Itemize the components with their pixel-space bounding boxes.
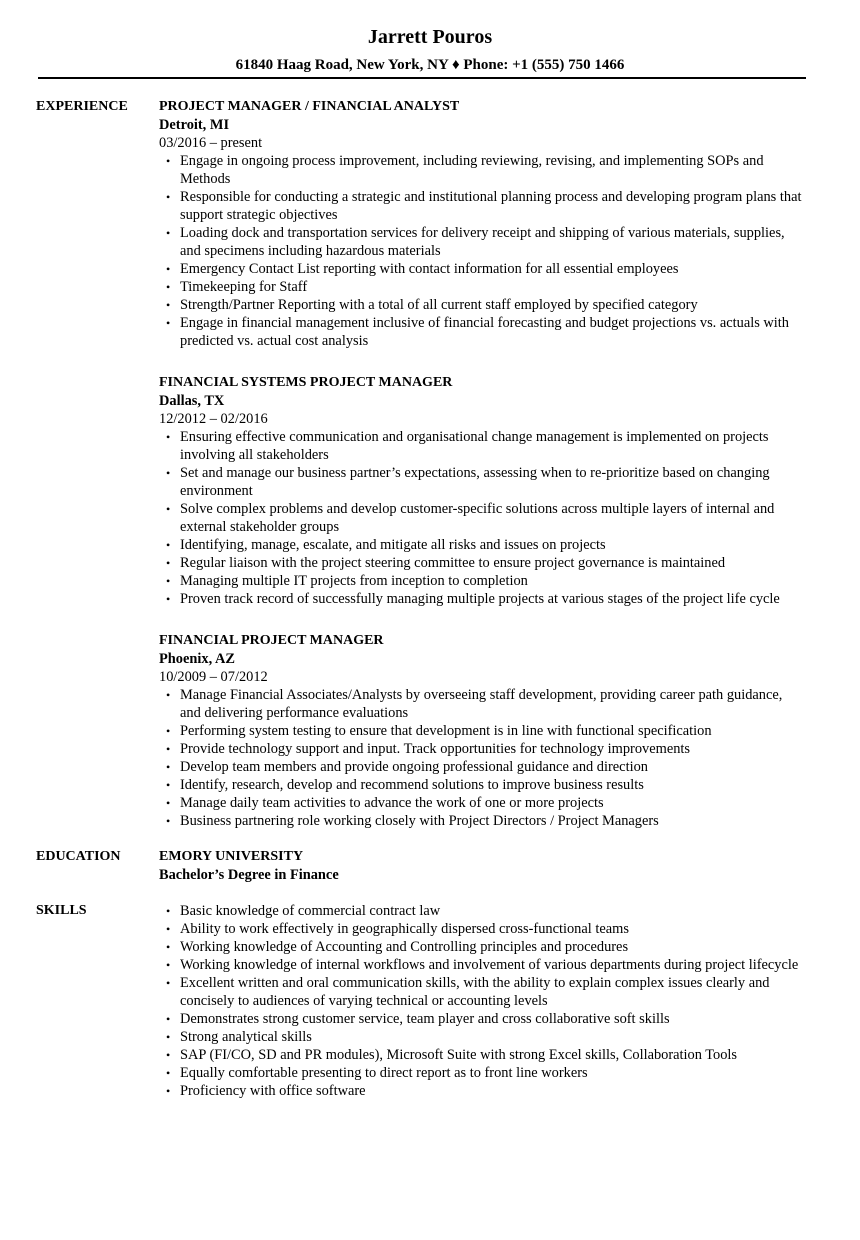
list-item: • Working knowledge of internal workflows and involvement of various departments during project lifecycle [180,956,806,974]
list-item: • Identifying, manage, escalate, and mitigate all risks and issues on projects [180,536,806,554]
job-bullets [159,428,806,608]
list-item: • Set and manage our business partner’s expectations, assessing when to re-prioritize based on changing environment [180,464,806,500]
list-item: • Provide technology support and input. Track opportunities for technology improvements [180,740,806,758]
job-entry [159,98,806,350]
list-item: • Develop team members and provide ongoing professional guidance and direction [180,758,806,776]
job-bullets [159,152,806,350]
job-title: FINANCIAL SYSTEMS PROJECT MANAGER [159,375,453,390]
job-entry [159,632,806,830]
list-item: • Strong analytical skills [180,1028,806,1046]
list-item: • Managing multiple IT projects from inception to completion [180,572,806,590]
list-item: • Performing system testing to ensure that development is in line with functional specification [180,722,806,740]
list-item: • Manage daily team activities to advance the work of one or more projects [180,794,806,812]
list-item: • Strength/Partner Reporting with a total of all current staff employed by specified category [180,296,806,314]
section-label: EXPERIENCE [36,99,128,114]
list-item: • Engage in ongoing process improvement, including reviewing, revising, and implementing SOPs and Methods [180,152,806,188]
job-dates: 10/2009 – 07/2012 [159,669,268,685]
job-bullets [159,686,806,830]
job-location: Phoenix, AZ [159,651,235,667]
section-label: SKILLS [36,903,87,918]
list-item: • Excellent written and oral communication skills, with the ability to explain complex issues clearly and concisely to audiences of varying technical or accounting levels [180,974,806,1010]
jobs-list [159,98,806,830]
header-divider [38,77,806,79]
list-item: • Proven track record of successfully managing multiple projects at various stages of the project life cycle [180,590,806,608]
list-item: • Timekeeping for Staff [180,278,806,296]
list-item: • Ability to work effectively in geographically dispersed cross-functional teams [180,920,806,938]
list-item: • Basic knowledge of commercial contract law [180,902,806,920]
list-item: • Equally comfortable presenting to direct report as to front line workers [180,1064,806,1082]
skills-list [159,902,806,1100]
contact-line: 61840 Haag Road, New York, NY ♦ Phone: +1 (555) 750 1466 [235,57,625,73]
list-item: • Engage in financial management inclusive of financial forecasting and budget projections vs. actuals with predicted vs. actual cost analysis [180,314,806,350]
list-item: • Emergency Contact List reporting with contact information for all essential employees [180,260,806,278]
job-dates: 03/2016 – present [159,135,263,151]
resume-body [36,98,806,1118]
resume-header [0,24,860,75]
list-item: • SAP (FI/CO, SD and PR modules), Microsoft Suite with strong Excel skills, Collaboration Tools [180,1046,806,1064]
list-item: • Solve complex problems and develop customer-specific solutions across multiple layers of internal and external stakeholder groups [180,500,806,536]
skills-section [36,902,806,1100]
experience-section [36,98,806,830]
list-item: • Identify, research, develop and recommend solutions to improve business results [180,776,806,794]
section-label: EDUCATION [36,849,121,864]
list-item: • Working knowledge of Accounting and Controlling principles and procedures [180,938,806,956]
job-dates: 12/2012 – 02/2016 [159,411,268,427]
list-item: • Regular liaison with the project steering committee to ensure project governance is maintained [180,554,806,572]
list-item: • Responsible for conducting a strategic and institutional planning process and developing program plans that support strategic objectives [180,188,806,224]
education-section [36,848,806,884]
school-name: EMORY UNIVERSITY [159,849,304,864]
list-item: • Demonstrates strong customer service, team player and cross collaborative soft skills [180,1010,806,1028]
list-item: • Manage Financial Associates/Analysts by overseeing staff development, providing career path guidance, and delivering performance evaluations [180,686,806,722]
degree: Bachelor’s Degree in Finance [159,867,339,883]
job-entry [159,374,806,608]
list-item: • Proficiency with office software [180,1082,806,1100]
job-location: Dallas, TX [159,393,225,409]
job-title: FINANCIAL PROJECT MANAGER [159,633,384,648]
list-item: • Business partnering role working closely with Project Directors / Project Managers [180,812,806,830]
job-title: PROJECT MANAGER / FINANCIAL ANALYST [159,99,460,114]
list-item: • Ensuring effective communication and organisational change management is implemented on projects involving all stakeholders [180,428,806,464]
list-item: • Loading dock and transportation services for delivery receipt and shipping of various materials, supplies, and specimens including hazardous materials [180,224,806,260]
job-location: Detroit, MI [159,117,230,133]
candidate-name: Jarrett Pouros [367,26,493,48]
